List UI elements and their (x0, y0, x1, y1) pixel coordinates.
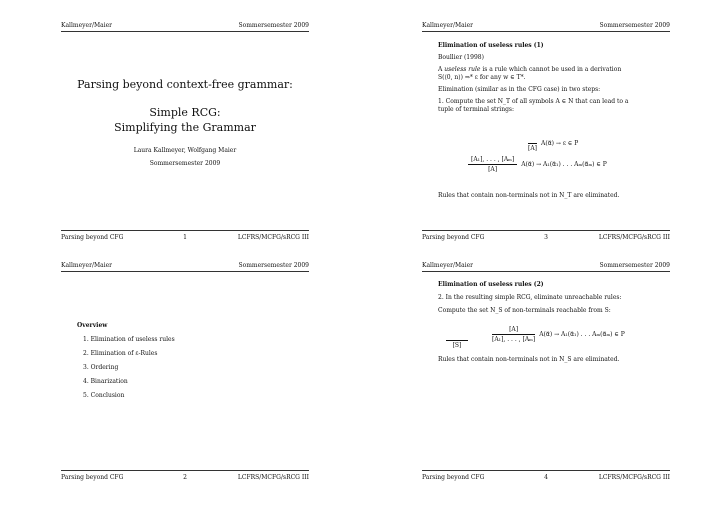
header-author: Kallmeyer/Maier (61, 262, 113, 269)
inference-rule-2: $\frac{[A]}{\text{[A₁], . . . , [Aₘ]}}$ A(α⃗) → A₁(α⃗₁) . . . Aₘ(α⃗ₘ) ∈ P (492, 326, 625, 343)
page-number: 4 (544, 474, 548, 481)
slide-3 (422, 22, 670, 247)
slide-2 (61, 262, 309, 487)
slide-heading: Elimination of useless rules (2) (438, 281, 544, 288)
list-item: 5. Conclusion (83, 392, 125, 399)
footer-course: Parsing beyond CFG (422, 474, 485, 481)
footer-course: Parsing beyond CFG (61, 234, 124, 241)
header-term: Sommersemester 2009 (238, 22, 309, 29)
header-term: Sommersemester 2009 (599, 262, 670, 269)
definition: A useless rule is a rule which cannot be used in a derivation (438, 66, 622, 73)
slide-subtitle-1: Simple RCG: (149, 106, 221, 119)
definition-line-2: S(⟨0, n⟩) ⇒* ε for any w ∈ T*. (438, 74, 526, 81)
term-useless-rule: useless rule (444, 66, 481, 73)
step-1-cont: tuple of terminal strings: (438, 106, 515, 113)
inference-rule-1: [S] (446, 332, 468, 349)
header-author: Kallmeyer/Maier (61, 22, 113, 29)
slide-footer (422, 230, 670, 243)
slide-4 (422, 262, 670, 487)
slide-heading: Overview (77, 322, 108, 329)
slide-heading: Elimination of useless rules (1) (438, 42, 544, 49)
conclusion: Rules that contain non-terminals not in N_S are eliminated. (438, 356, 620, 363)
steps-intro: Elimination (similar as in the CFG case) in two steps: (438, 86, 601, 93)
list-item: 3. Ordering (83, 364, 119, 371)
footer-topic: LCFRS/MCFG/sRCG III (237, 474, 309, 481)
citation: Boullier (1998) (438, 54, 484, 61)
step-1: 1. Compute the set N_T of all symbols A ∈ N that can lead to a (438, 98, 629, 105)
slide-title: Parsing beyond context-free grammar: (77, 78, 293, 91)
slide-header (422, 22, 670, 32)
page-number: 1 (183, 234, 187, 241)
list-item: 1. Elimination of useless rules (83, 336, 175, 343)
inference-rule-2: $\frac{\text{[A₁], . . . , [Aₘ]}}{[A]}$ A(α⃗) → A₁(α⃗₁) . . . Aₘ(α⃗ₘ) ∈ P (468, 156, 607, 173)
step-2-detail: Compute the set N_S of non-terminals reachable from S: (438, 307, 611, 314)
footer-topic: LCFRS/MCFG/sRCG III (237, 234, 309, 241)
header-term: Sommersemester 2009 (599, 22, 670, 29)
slide-header (422, 262, 670, 272)
slide-subtitle-2: Simplifying the Grammar (114, 121, 256, 134)
footer-topic: LCFRS/MCFG/sRCG III (598, 474, 670, 481)
header-author: Kallmeyer/Maier (422, 262, 474, 269)
slide-1 (61, 22, 309, 247)
slide-header (61, 22, 309, 32)
authors: Laura Kallmeyer, Wolfgang Maier (133, 147, 237, 154)
list-item: 4. Binarization (83, 378, 128, 385)
conclusion: Rules that contain non-terminals not in N_T are eliminated. (438, 192, 620, 199)
step-2: 2. In the resulting simple RCG, eliminate unreachable rules: (438, 294, 622, 301)
term: Sommersemester 2009 (149, 160, 221, 167)
slide-footer (61, 230, 309, 243)
header-term: Sommersemester 2009 (238, 262, 309, 269)
footer-course: Parsing beyond CFG (422, 234, 485, 241)
slide-footer (422, 470, 670, 483)
footer-topic: LCFRS/MCFG/sRCG III (598, 234, 670, 241)
slide-header (61, 262, 309, 272)
list-item: 2. Elimination of ε-Rules (83, 350, 158, 357)
inference-rule-1: [A] A(α⃗) → ε ∈ P (528, 135, 578, 152)
page-number: 3 (544, 234, 548, 241)
slide-footer (61, 470, 309, 483)
page-number: 2 (183, 474, 187, 481)
header-author: Kallmeyer/Maier (422, 22, 474, 29)
overview-list (77, 336, 309, 400)
footer-course: Parsing beyond CFG (61, 474, 124, 481)
